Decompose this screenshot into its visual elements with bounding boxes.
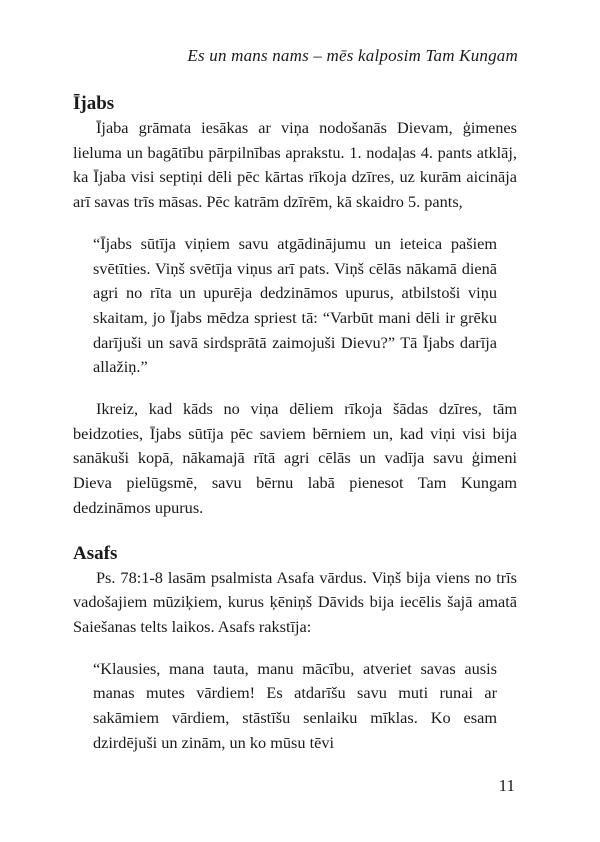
quote-asafs — [73, 657, 517, 756]
quote-ijabs-text: “Ījabs sūtīja viņiem savu atgādinājumu un ieteica pašiem svētīties. Viņš svētīja viņus arī pats. Viņš cēlās nākamā dienā agri no rīta un upurēja dedzināmos upurus, atbilstoši viņu skaitam, jo Ījabs mēdza spriest tā: “Varbūt mani dēli ir grēku darījuši un savā sirdsprātā zaimojuši Dievu?” Tā Ījabs darīja allažiņ.” — [93, 233, 497, 377]
paragraph-ijabs-intro: Ījaba grāmata iesākas ar viņa nodošanās Dievam, ģimenes lieluma un bagātību pārpilnības aprakstu. 1. nodaļas 4. pants atklāj, ka Ījaba visi septiņi dēli pēc kārtas rīkoja dzīres, uz kurām aicināja arī savas trīs māsas. Pēc katrām dzīrēm, kā skaidro 5. pants, — [73, 118, 517, 212]
paragraph-asafs-intro: Ps. 78:1-8 lasām psalmista Asafa vārdus. Viņš bija viens no trīs vadošajiem mūziķiem, kurus ķēniņš Dāvids bija iecēlis šajā amatā Saiešanas telts laikos. Asafs rakstīja: — [73, 567, 517, 636]
quote-asafs-text: “Klausies, mana tauta, manu mācību, atveriet savas ausis manas mutes vārdiem! Es atdarīšu savu muti runai ar sakāmiem vārdiem, stāstīšu senlaiku mīklas. Ko esam dzirdējuši un zinām, un ko mūsu tēvi — [93, 658, 497, 752]
paragraph-ijabs-after: Ikreiz, kad kāds no viņa dēliem rīkoja šādas dzīres, tām beidzoties, Ījabs sūtīja pēc saviem bērniem un, kad viņi visi bija sanākuši kopā, nākamajā rītā agri cēlās un vadīja savu ģimeni Dieva pielūgsmē, savu bērnu labā pienesot Tam Kungam dedzināmos upurus. — [73, 399, 517, 517]
section-heading-ijabs: Ījabs — [73, 93, 115, 114]
page-number: 11 — [498, 776, 515, 795]
section-heading-asafs: Asafs — [73, 542, 118, 564]
quote-ijabs — [73, 232, 517, 380]
page-body — [73, 92, 517, 755]
running-header: Es un mans nams – mēs kalposim Tam Kungam — [187, 46, 518, 65]
